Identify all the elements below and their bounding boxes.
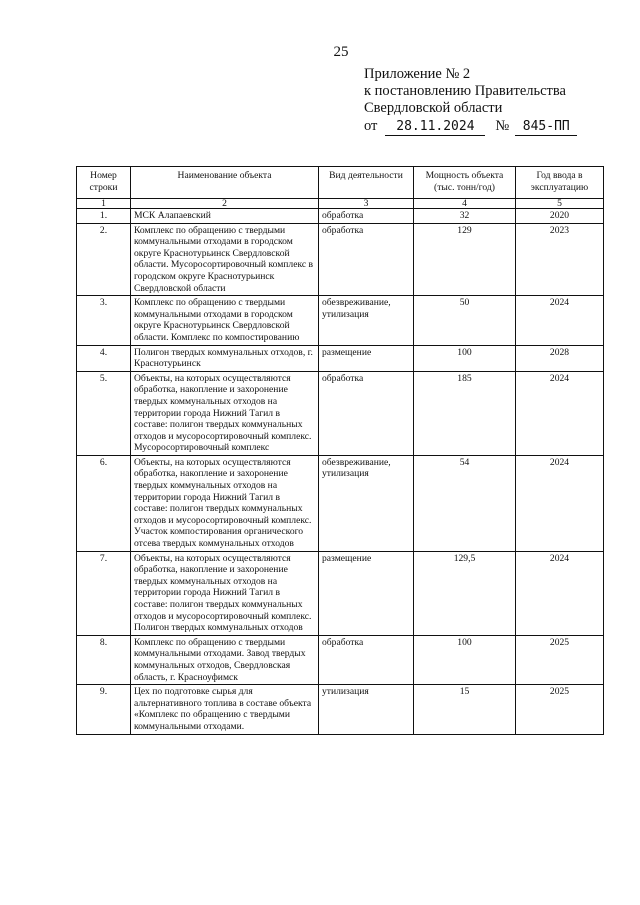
table-row: [77, 455, 604, 551]
column-index: 1: [77, 199, 131, 209]
header-row-number: Номер строки: [77, 167, 131, 199]
activity-cell: обезвреживание, утилизация: [319, 455, 414, 551]
header-capacity: Мощность объекта (тыс. тонн/год): [414, 167, 516, 199]
capacity-cell: 100: [414, 635, 516, 684]
table-row: [77, 296, 604, 345]
table-row: [77, 551, 604, 635]
column-index: 2: [131, 199, 319, 209]
commission-year-cell: 2023: [516, 223, 604, 296]
column-index: 4: [414, 199, 516, 209]
row-number-cell: 2.: [77, 223, 131, 296]
object-name-cell: Комплекс по обращению с твердыми коммунальными отходами в городском округе Краснотурьинск Свердловской области. Мусоросортировочный комплекс в городском округе Краснотурьинск Свердловской области: [131, 223, 319, 296]
object-name-cell: Комплекс по обращению с твердыми коммунальными отходами в городском округе Краснотурьинск Свердловской области. Комплекс по компостированию: [131, 296, 319, 345]
number-prefix: №: [495, 118, 510, 134]
activity-cell: обезвреживание, утилизация: [319, 296, 414, 345]
capacity-cell: 185: [414, 371, 516, 455]
table-row: [77, 635, 604, 684]
commission-year-cell: 2024: [516, 455, 604, 551]
header-activity: Вид деятельности: [319, 167, 414, 199]
row-number-cell: 7.: [77, 551, 131, 635]
capacity-cell: 100: [414, 345, 516, 371]
capacity-cell: 15: [414, 685, 516, 734]
row-number-cell: 6.: [77, 455, 131, 551]
object-name-cell: МСК Алапаевский: [131, 209, 319, 224]
row-number-cell: 9.: [77, 685, 131, 734]
row-number-cell: 8.: [77, 635, 131, 684]
object-name-cell: Комплекс по обращению с твердыми коммунальными отходами. Завод твердых коммунальных отходов, Свердловская область, г. Красноуфимск: [131, 635, 319, 684]
activity-cell: утилизация: [319, 685, 414, 734]
capacity-cell: 50: [414, 296, 516, 345]
commission-year-cell: 2025: [516, 635, 604, 684]
table-row: [77, 209, 604, 224]
table-row: [77, 345, 604, 371]
row-number-cell: 1.: [77, 209, 131, 224]
commission-year-cell: 2024: [516, 296, 604, 345]
capacity-cell: 32: [414, 209, 516, 224]
table-header-row: [77, 167, 604, 199]
appendix-title: Приложение № 2: [364, 66, 471, 82]
activity-cell: обработка: [319, 635, 414, 684]
table-row: [77, 371, 604, 455]
commission-year-cell: 2025: [516, 685, 604, 734]
capacity-cell: 54: [414, 455, 516, 551]
appendix-date-number: [364, 118, 577, 136]
column-index-row: [77, 199, 604, 209]
appendix-header: [364, 66, 577, 136]
appendix-resolution: к постановлению Правительства: [364, 83, 566, 99]
activity-cell: обработка: [319, 371, 414, 455]
waste-objects-table: [76, 166, 604, 735]
commission-year-cell: 2024: [516, 551, 604, 635]
appendix-authority: Свердловской области: [364, 100, 503, 116]
object-name-cell: Объекты, на которых осуществляются обработка, накопление и захоронение твердых коммунальных отходов на территории города Нижний Тагил в составе: полигон твердых коммунальных отходов и мусоросортировочный комплекс. Полигон твердых коммунальных отходов: [131, 551, 319, 635]
column-index: 3: [319, 199, 414, 209]
object-name-cell: Объекты, на которых осуществляются обработка, накопление и захоронение твердых коммунальных отходов на территории города Нижний Тагил в составе: полигон твердых коммунальных отходов и мусоросортировочный комплекс. Участок компостирования органического отсева твердых коммунальных отходов: [131, 455, 319, 551]
activity-cell: размещение: [319, 551, 414, 635]
activity-cell: обработка: [319, 223, 414, 296]
activity-cell: размещение: [319, 345, 414, 371]
object-name-cell: Полигон твердых коммунальных отходов, г. Краснотурьинск: [131, 345, 319, 371]
commission-year-cell: 2024: [516, 371, 604, 455]
object-name-cell: Объекты, на которых осуществляются обработка, накопление и захоронение твердых коммунальных отходов на территории города Нижний Тагил в составе: полигон твердых коммунальных отходов и мусоросортировочный комплекс. Мусоросортировочный комплекс: [131, 371, 319, 455]
object-name-cell: Цех по подготовке сырья для альтернативного топлива в составе объекта «Комплекс по обращению с твердыми коммунальными отходами.: [131, 685, 319, 734]
table-row: [77, 685, 604, 734]
commission-year-cell: 2020: [516, 209, 604, 224]
activity-cell: обработка: [319, 209, 414, 224]
page-number: 25: [333, 44, 349, 60]
header-object-name: Наименование объекта: [131, 167, 319, 199]
capacity-cell: 129,5: [414, 551, 516, 635]
commission-year-cell: 2028: [516, 345, 604, 371]
column-index: 5: [516, 199, 604, 209]
row-number-cell: 4.: [77, 345, 131, 371]
date-prefix: от: [364, 118, 378, 134]
capacity-cell: 129: [414, 223, 516, 296]
header-commission-year: Год ввода в эксплуатацию: [516, 167, 604, 199]
resolution-number: 845-ПП: [515, 119, 577, 136]
resolution-date: 28.11.2024: [385, 119, 485, 136]
row-number-cell: 3.: [77, 296, 131, 345]
row-number-cell: 5.: [77, 371, 131, 455]
table-row: [77, 223, 604, 296]
